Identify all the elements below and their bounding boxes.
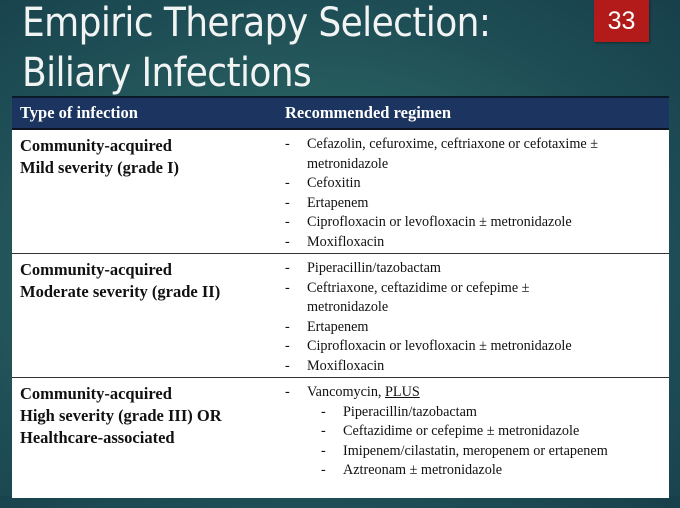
dash-bullet-icon: -: [285, 233, 290, 250]
regimen-text: Cefoxitin: [307, 175, 361, 191]
regimen-subitem: [285, 461, 669, 481]
regimen-text: Ceftriaxone, ceftazidime or cefepime ± metronidazole: [307, 279, 530, 315]
regimen-subitem: [285, 403, 669, 423]
regimen-item: [285, 383, 669, 403]
regimen-cell: [278, 254, 669, 377]
regimen-item: [285, 357, 669, 377]
infection-type-cell: [12, 130, 278, 253]
regimen-item: [285, 213, 669, 233]
dash-bullet-icon: -: [285, 214, 290, 230]
infection-severity-line: Moderate severity (grade II): [20, 282, 221, 301]
table-row-high-severity: [12, 378, 669, 508]
regimen-item: [285, 135, 669, 174]
slide-number-badge: 33: [594, 0, 649, 42]
header-recommended-regimen: Recommended regimen: [285, 103, 452, 122]
regimen-item: [285, 233, 669, 253]
dash-bullet-icon: -: [321, 462, 326, 478]
regimen-cell: [278, 378, 669, 508]
regimen-text: Piperacillin/tazobactam: [307, 260, 441, 276]
table-row-moderate: [12, 254, 669, 378]
infection-setting-line: Healthcare-associated: [20, 428, 175, 447]
regimen-cell: [278, 130, 669, 253]
regimen-item: [285, 337, 669, 357]
regimen-text: Ciprofloxacin or levofloxacin ± metronidazole: [307, 338, 572, 354]
dash-bullet-icon: -: [285, 338, 290, 354]
dash-bullet-icon: -: [285, 260, 290, 276]
regimen-item: [285, 279, 669, 318]
regimen-lead: Vancomycin,: [307, 384, 386, 400]
slide-title-line-1: Empiric Therapy Selection:: [22, 0, 491, 46]
regimen-item: [285, 318, 669, 338]
regimen-text: Ertapenem: [307, 194, 369, 211]
slide-title: [22, 0, 582, 98]
regimen-subitem: [285, 442, 669, 462]
header-type-of-infection: Type of infection: [20, 103, 138, 122]
infection-type-line: Community-acquired: [20, 260, 172, 279]
therapy-table: [12, 96, 669, 498]
dash-bullet-icon: -: [285, 357, 290, 374]
regimen-text: Cefazolin, cefuroxime, ceftriaxone or cefotaxime ± metronidazole: [307, 136, 599, 172]
dash-bullet-icon: -: [285, 136, 290, 152]
infection-type-cell: [12, 254, 278, 377]
regimen-item: [285, 259, 669, 279]
infection-type-cell: [12, 378, 278, 508]
regimen-item: [285, 194, 669, 214]
regimen-text: Imipenem/cilastatin, meropenem or ertapenem: [343, 442, 608, 459]
regimen-text: Piperacillin/tazobactam: [343, 403, 477, 420]
regimen-text: Ciprofloxacin or levofloxacin ± metronidazole: [307, 214, 572, 230]
dash-bullet-icon: -: [321, 423, 326, 439]
infection-severity-line: High severity (grade III) OR: [20, 406, 222, 425]
regimen-text: [307, 383, 420, 403]
regimen-text: Ertapenem: [307, 318, 369, 335]
regimen-text: Ceftazidime or cefepime ± metronidazole: [343, 423, 580, 439]
dash-bullet-icon: -: [285, 318, 290, 335]
slide-title-line-2: Biliary Infections: [22, 50, 312, 96]
infection-type-line: Community-acquired: [20, 136, 172, 155]
table-header: [12, 98, 669, 130]
regimen-text: Moxifloxacin: [307, 357, 385, 374]
plus-keyword: PLUS: [385, 384, 420, 400]
dash-bullet-icon: -: [285, 194, 290, 211]
infection-severity-line: Mild severity (grade I): [20, 158, 179, 177]
dash-bullet-icon: -: [321, 403, 326, 420]
dash-bullet-icon: -: [321, 442, 326, 459]
dash-bullet-icon: -: [285, 384, 290, 400]
dash-bullet-icon: -: [285, 279, 290, 296]
regimen-text: Moxifloxacin: [307, 233, 385, 250]
regimen-item: [285, 174, 669, 194]
infection-type-line: Community-acquired: [20, 384, 172, 403]
regimen-text: Aztreonam ± metronidazole: [343, 462, 503, 478]
regimen-subitem: [285, 422, 669, 442]
table-row-mild: [12, 130, 669, 254]
dash-bullet-icon: -: [285, 175, 290, 191]
